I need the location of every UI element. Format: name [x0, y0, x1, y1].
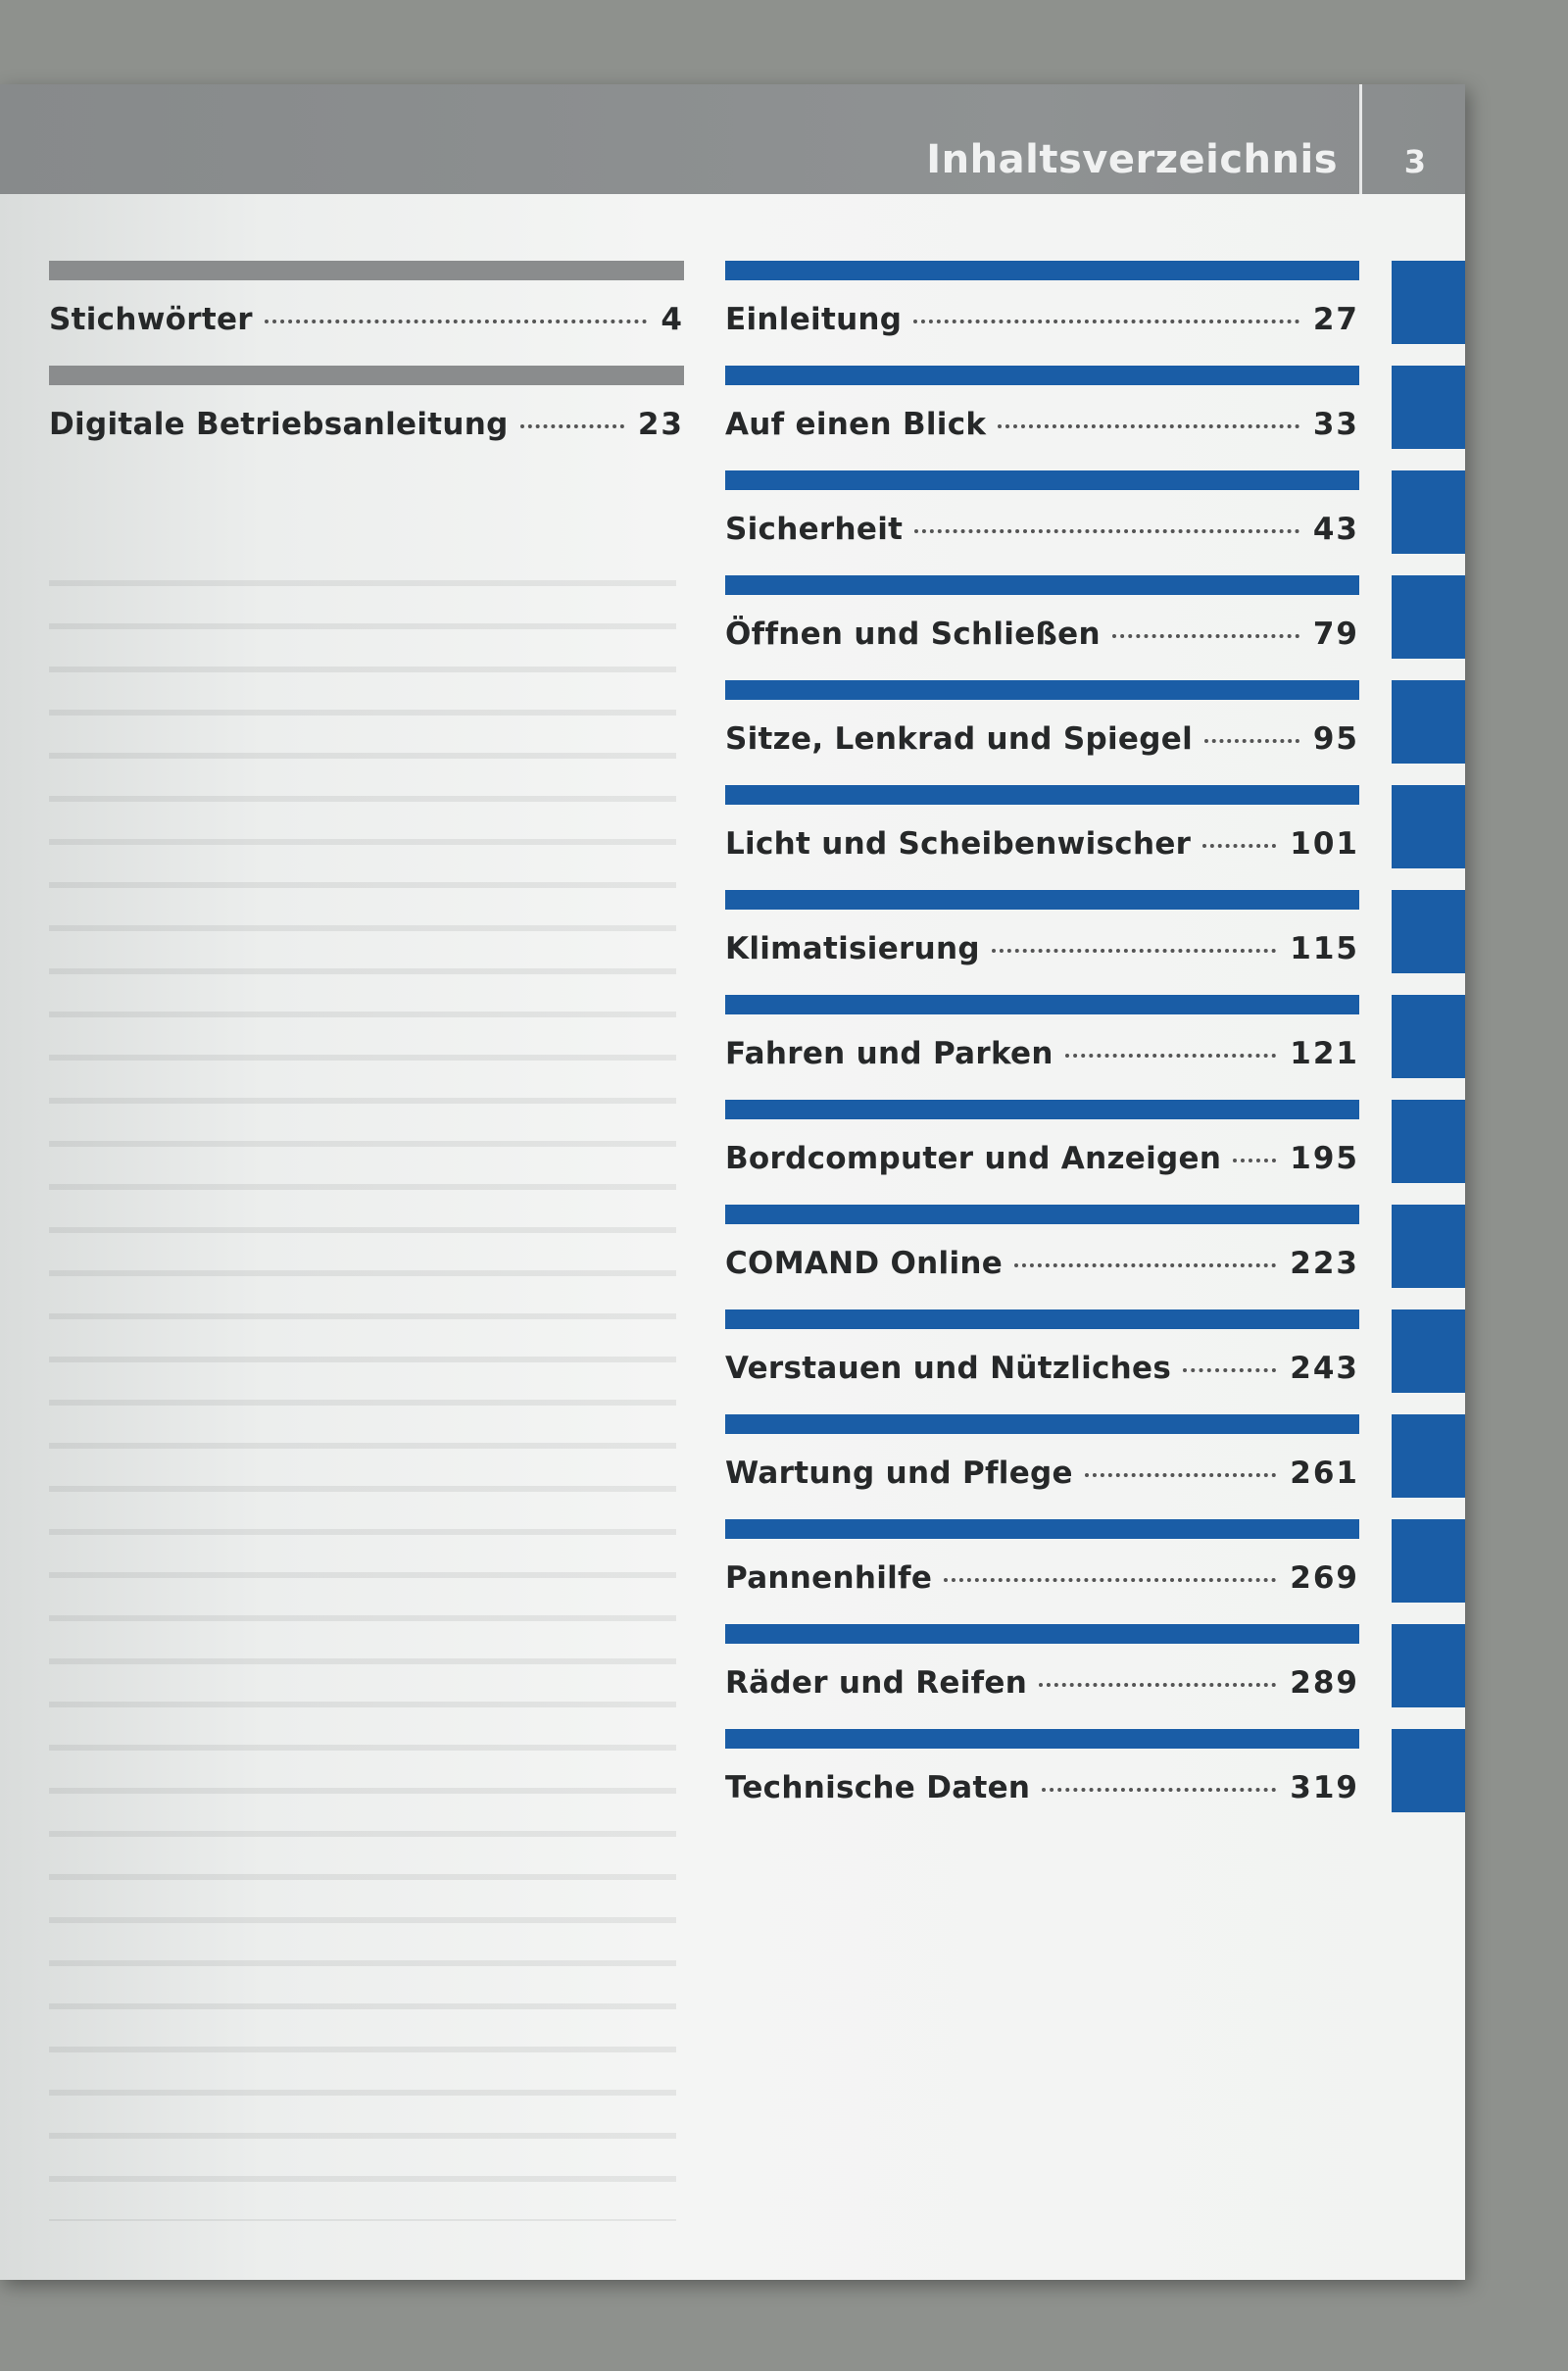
section-thumb-tab[interactable]	[1392, 890, 1465, 973]
toc-entry-page: 101	[1290, 826, 1359, 862]
toc-entry[interactable]	[49, 366, 684, 470]
leader-dots	[1085, 1473, 1276, 1477]
toc-entry-page: 195	[1290, 1141, 1359, 1176]
section-bar	[725, 470, 1359, 490]
toc-entry[interactable]	[725, 470, 1359, 575]
toc-entry-label: Wartung und Pflege	[725, 1456, 1073, 1491]
header-title: Inhaltsverzeichnis	[926, 137, 1338, 182]
toc-entry[interactable]	[725, 1624, 1359, 1729]
toc-entry[interactable]	[725, 575, 1359, 680]
section-bar	[725, 1414, 1359, 1434]
leader-dots	[1204, 739, 1299, 743]
manual-page	[0, 84, 1465, 2280]
toc-entry-page: 115	[1290, 931, 1359, 966]
toc-entry-page: 289	[1290, 1665, 1359, 1701]
toc-entry-page: 23	[637, 407, 684, 442]
section-bar	[725, 366, 1359, 385]
toc-entry-label: Technische Daten	[725, 1770, 1031, 1805]
toc-entry-label: COMAND Online	[725, 1246, 1004, 1281]
leader-dots	[998, 424, 1299, 428]
toc-entry-label: Digitale Betriebsanleitung	[49, 407, 509, 442]
section-thumb-tab[interactable]	[1392, 1624, 1465, 1707]
toc-right-column	[725, 261, 1359, 1834]
section-thumb-tab[interactable]	[1392, 1309, 1465, 1393]
section-thumb-tab[interactable]	[1392, 785, 1465, 868]
section-thumb-tab[interactable]	[1392, 470, 1465, 554]
toc-entry-page: 33	[1312, 407, 1359, 442]
section-thumb-tab[interactable]	[1392, 1205, 1465, 1288]
section-bar	[725, 890, 1359, 910]
toc-entry[interactable]	[725, 995, 1359, 1100]
toc-entry[interactable]	[725, 1205, 1359, 1309]
leader-dots	[1014, 1263, 1276, 1267]
section-thumb-tab[interactable]	[1392, 1100, 1465, 1183]
section-bar	[725, 1624, 1359, 1644]
section-bar	[725, 680, 1359, 700]
section-bar	[725, 1309, 1359, 1329]
toc-entry-page: 269	[1290, 1560, 1359, 1596]
section-bar	[725, 1729, 1359, 1749]
toc-entry[interactable]	[725, 366, 1359, 470]
toc-entry-label: Auf einen Blick	[725, 407, 987, 442]
toc-entry[interactable]	[725, 680, 1359, 785]
leader-dots	[1112, 634, 1299, 638]
section-bar	[725, 1205, 1359, 1224]
toc-entry-page: 95	[1312, 721, 1359, 757]
toc-entry[interactable]	[725, 1729, 1359, 1834]
toc-entry-page: 43	[1312, 512, 1359, 547]
section-thumb-tab[interactable]	[1392, 366, 1465, 449]
section-thumb-tab[interactable]	[1392, 261, 1465, 344]
toc-entry-label: Stichwörter	[49, 302, 253, 337]
leader-dots	[913, 320, 1299, 323]
toc-entry-page: 223	[1290, 1246, 1359, 1281]
toc-entry[interactable]	[49, 261, 684, 366]
toc-entry-page: 121	[1290, 1036, 1359, 1071]
toc-entry-label: Einleitung	[725, 302, 903, 337]
toc-entry[interactable]	[725, 1519, 1359, 1624]
leader-dots	[914, 529, 1299, 533]
toc-entry[interactable]	[725, 261, 1359, 366]
section-bar	[725, 785, 1359, 805]
leader-dots	[1065, 1054, 1277, 1058]
toc-entry[interactable]	[725, 890, 1359, 995]
toc-entry-label: Verstauen und Nützliches	[725, 1351, 1172, 1386]
show-through-text	[49, 555, 676, 2221]
section-bar	[49, 366, 684, 385]
leader-dots	[1042, 1788, 1276, 1792]
leader-dots	[1202, 844, 1276, 848]
toc-entry-page: 261	[1290, 1456, 1359, 1491]
toc-entry[interactable]	[725, 1309, 1359, 1414]
section-bar	[725, 261, 1359, 280]
toc-left-column	[49, 261, 684, 470]
toc-entry-label: Klimatisierung	[725, 931, 980, 966]
toc-entry[interactable]	[725, 1100, 1359, 1205]
section-bar	[725, 1519, 1359, 1539]
section-thumb-tab[interactable]	[1392, 1519, 1465, 1603]
section-bar	[725, 995, 1359, 1014]
toc-entry[interactable]	[725, 1414, 1359, 1519]
leader-dots	[265, 320, 648, 323]
leader-dots	[1039, 1683, 1276, 1687]
section-bar	[725, 575, 1359, 595]
toc-entry[interactable]	[725, 785, 1359, 890]
toc-entry-page: 27	[1312, 302, 1359, 337]
section-thumb-tab[interactable]	[1392, 575, 1465, 659]
toc-entry-label: Pannenhilfe	[725, 1560, 933, 1596]
leader-dots	[1183, 1368, 1276, 1372]
toc-entry-label: Räder und Reifen	[725, 1665, 1028, 1701]
toc-entry-page: 319	[1290, 1770, 1359, 1805]
header-divider	[1359, 84, 1362, 194]
toc-entry-label: Sitze, Lenkrad und Spiegel	[725, 721, 1193, 757]
toc-entry-label: Öffnen und Schließen	[725, 617, 1101, 652]
section-thumb-tab[interactable]	[1392, 995, 1465, 1078]
leader-dots	[1233, 1159, 1276, 1162]
section-bar	[49, 261, 684, 280]
toc-entry-page: 79	[1312, 617, 1359, 652]
toc-entry-label: Bordcomputer und Anzeigen	[725, 1141, 1222, 1176]
toc-entry-label: Licht und Scheibenwischer	[725, 826, 1192, 862]
toc-entry-label: Sicherheit	[725, 512, 904, 547]
page-header	[0, 84, 1465, 194]
section-thumb-tab[interactable]	[1392, 1729, 1465, 1812]
leader-dots	[944, 1578, 1276, 1582]
leader-dots	[992, 949, 1276, 953]
section-thumb-tab[interactable]	[1392, 680, 1465, 764]
toc-entry-page: 4	[661, 302, 684, 337]
section-thumb-tab[interactable]	[1392, 1414, 1465, 1498]
leader-dots	[520, 424, 624, 428]
toc-entry-label: Fahren und Parken	[725, 1036, 1054, 1071]
toc-entry-page: 243	[1290, 1351, 1359, 1386]
section-bar	[725, 1100, 1359, 1119]
header-page-number: 3	[1403, 143, 1426, 180]
